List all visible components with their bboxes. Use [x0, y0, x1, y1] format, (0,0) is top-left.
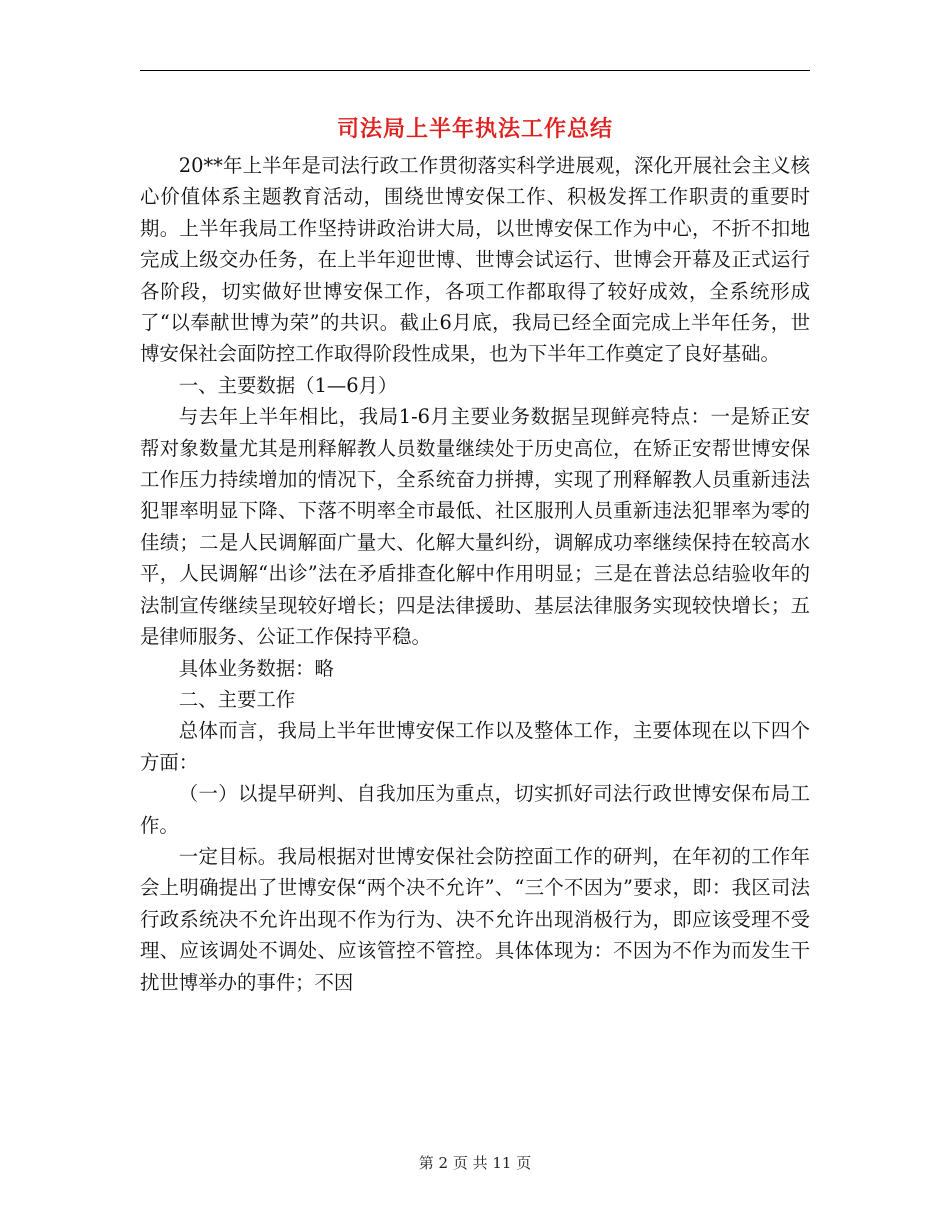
paragraph-intro: 20**年上半年是司法行政工作贯彻落实科学进展观，深化开展社会主义核心价值体系主题教育活动，围绕世博安保工作、积极发挥工作职责的重要时期。上半年我局工作坚持讲政治讲大局，以世博安保工作为中心，不折不扣地完成上级交办任务，在上半年迎世博、世博会试运行、世博会开幕及正式运行各阶段，切实做好世博安保工作，各项工作都取得了较好成效，全系统形成了“以奉献世博为荣”的共识。截止6月底，我局已经全面完成上半年任务，世博安保社会面防控工作取得阶段性成果，也为下半年工作奠定了良好基础。	[140, 154, 810, 366]
paragraph-main-data: 与去年上半年相比，我局1-6月主要业务数据呈现鲜亮特点：一是矫正安帮对象数量尤其是刑释解教人员数量继续处于历史高位，在矫正安帮世博安保工作压力持续增加的情况下，全系统奋力拼搏，实现了刑释解教人员重新违法犯罪率明显下降、下落不明率全市最低、社区服刑人员重新违法犯罪率为零的佳绩；二是人民调解面广量大、化解大量纠纷，调解成功率继续保持在较高水平，人民调解“出诊”法在矛盾排查化解中作用明显；三是在普法总结验收年的法制宣传继续呈现较好增长；四是法律援助、基层法律服务实现较快增长；五是律师服务、公证工作保持平稳。	[140, 405, 810, 649]
paragraph-overview: 总体而言，我局上半年世博安保工作以及整体工作，主要体现在以下四个方面：	[140, 719, 810, 774]
document-title: 司法局上半年执法工作总结	[336, 117, 613, 142]
document-body	[140, 150, 810, 998]
subsection-heading-1: （一）以提早研判、自我加压为重点，切实抓好司法行政世博安保布局工作。	[140, 782, 810, 837]
section-heading-main-data: 一、主要数据（1—6月）	[178, 373, 398, 397]
page-footer	[0, 1152, 950, 1173]
section-heading-main-work: 二、主要工作	[178, 687, 296, 711]
paragraph-targets: 一定目标。我局根据对世博安保社会防控面工作的研判，在年初的工作年会上明确提出了世博安保“两个决不允许”、“三个不因为”要求，即：我区司法行政系统决不允许出现不作为行为、决不允许出现消极行为，即应该受理不受理、应该调处不调处、应该管控不管控。具体体现为：不因为不作为而发生干扰世博举办的事件；不因	[140, 844, 810, 994]
page-number: 第 2 页 共 11 页	[418, 1154, 532, 1172]
paragraph-specific-data: 具体业务数据：略	[178, 656, 334, 680]
header-rule	[140, 70, 810, 71]
